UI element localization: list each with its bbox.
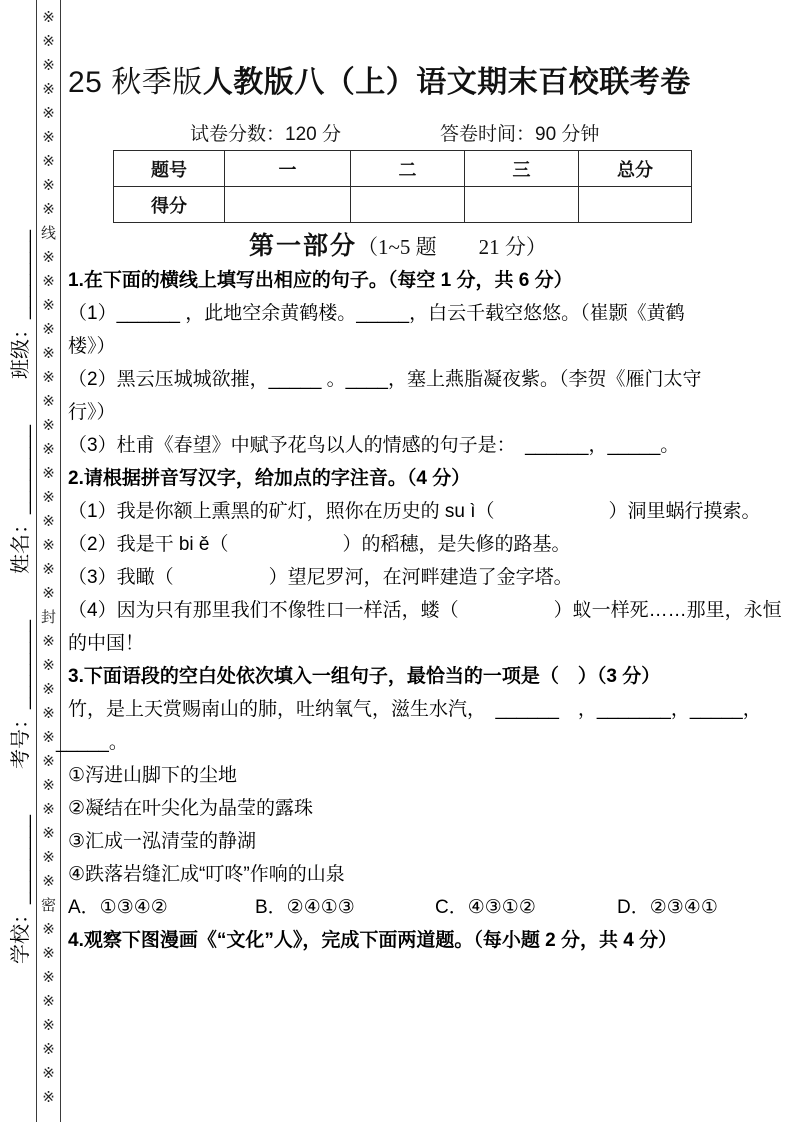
- score-table-score-row: [114, 187, 692, 223]
- section-name: 第一部分: [249, 233, 358, 260]
- q3-option-a: A．①③④②: [68, 897, 168, 918]
- score-table-col-total: 总分: [579, 151, 692, 187]
- exam-number-field: 考号：________: [9, 620, 32, 770]
- seal-line-marks: ※※※※※※※※※线※※※※※※※※※※※※※※※封※※※※※※※※※※※密※※※※※※※※: [40, 9, 56, 1106]
- student-info-labels: [2, 0, 34, 1122]
- q1-stem: 1.在下面的横线上填写出相应的句子。（每空 1 分，共 6 分）: [68, 270, 573, 291]
- q3-option-d: D．②③④①: [617, 897, 718, 918]
- q3-passage: 竹，是上天赏赐南山的肺，吐纳氧气，滋生水汽， ______ ，_______，_____，: [68, 699, 762, 720]
- q3-passage-wrap: _____。: [56, 732, 128, 753]
- q2-item-3: （3）我瞰（ ）望尼罗河，在河畔建造了金字塔。: [68, 567, 573, 588]
- exam-info-row: [68, 119, 768, 145]
- score-table-col-1: 一: [225, 151, 351, 187]
- q3-option-b: B．②④①③: [255, 897, 355, 918]
- q2-item-4: （4）因为只有那里我们不像牲口一样活，蝼（ ）蚁一样死……那里，永恒: [68, 600, 782, 621]
- score-table-corner: 题号: [114, 151, 225, 187]
- q3-sentence-4: ④跌落岩缝汇成“叮咚”作响的山泉: [68, 864, 345, 885]
- q3-options: [68, 891, 768, 924]
- name-field: 姓名：________: [9, 425, 32, 575]
- paper-score-label: 试卷分数：120 分: [190, 124, 341, 145]
- q1-item-1-wrap: 楼》）: [68, 336, 116, 357]
- score-row-label: 得分: [114, 187, 225, 223]
- q2-item-1: （1）我是你额上熏黑的矿灯，照你在历史的 su ì（ ）洞里蜗行摸索。: [68, 501, 761, 522]
- q2-item-4-wrap: 的中国！: [68, 633, 145, 654]
- class-field: 班级：________: [9, 230, 32, 380]
- answer-time-label: 答卷时间：90 分钟: [440, 124, 600, 145]
- seal-line-strip: [36, 0, 61, 1122]
- paper-title-main: 人教版八（上）语文期末百校联考卷: [202, 66, 691, 99]
- paper-title: [68, 62, 768, 104]
- school-field: 学校：________: [9, 815, 32, 964]
- q1-item-1: （1）______ ，此地空余黄鹤楼。_____，白云千载空悠悠。（崔颢《黄鹤: [68, 303, 685, 324]
- paper-title-prefix: 25 秋季版: [68, 66, 203, 99]
- q1-item-3: （3）杜甫《春望》中赋予花鸟以人的情感的句子是： ______，_____。: [68, 435, 680, 456]
- q4-stem: 4.观察下图漫画《“文化”人》，完成下面两道题。（每小题 2 分，共 4 分）: [68, 930, 678, 951]
- score-cell-3: [465, 187, 579, 223]
- score-table-col-3: 三: [465, 151, 579, 187]
- q2-stem: 2.请根据拼音写汉字，给加点的字注音。（4 分）: [68, 468, 471, 489]
- q1-item-2: （2）黑云压城城欲摧，_____ 。____，塞上燕脂凝夜紫。（李贺《雁门太守: [68, 369, 702, 390]
- score-cell-2: [351, 187, 465, 223]
- q3-sentence-2: ②凝结在叶尖化为晶莹的露珠: [68, 798, 314, 819]
- score-cell-total: [579, 187, 692, 223]
- score-table: [113, 150, 692, 223]
- q1-item-2-wrap: 行》）: [68, 402, 116, 423]
- q3-sentence-1: ①泻进山脚下的尘地: [68, 765, 238, 786]
- score-table-header-row: [114, 151, 692, 187]
- q3-stem: 3.下面语段的空白处依次填入一组句子，最恰当的一项是（ ）（3 分）: [68, 666, 661, 687]
- q3-sentence-3: ③汇成一泓清莹的静湖: [68, 831, 257, 852]
- section-detail: （1~5 题 21 分）: [357, 235, 547, 259]
- question-body: [56, 264, 782, 957]
- score-cell-1: [225, 187, 351, 223]
- score-table-col-2: 二: [351, 151, 465, 187]
- q3-option-c: C．④③①②: [435, 897, 536, 918]
- q2-item-2: （2）我是干 bi ě（ ）的稻穗，是失修的路基。: [68, 534, 571, 555]
- section-heading: [68, 226, 728, 262]
